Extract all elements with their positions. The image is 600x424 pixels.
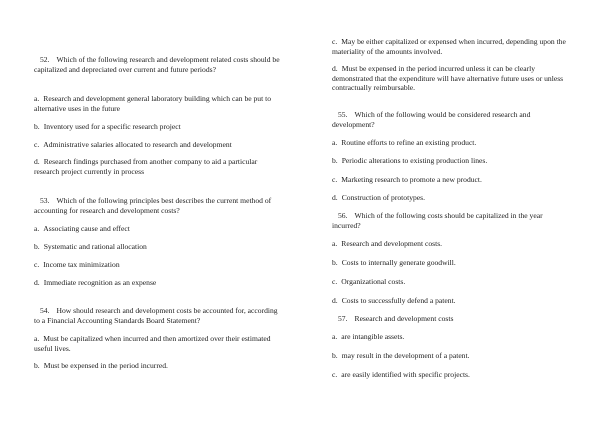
question-text: How should research and development costs be accounted for, according to a Financial Accounting Standards Board Statement? [34,306,278,325]
option-text: Construction of prototypes. [341,193,426,202]
option-text: Routine efforts to refine an existing product. [341,138,477,147]
option-52d [34,157,280,176]
option-53c [34,260,280,270]
option-letter: a. [34,224,40,233]
option-text: Immediate recognition as an expense [43,278,157,287]
option-letter: b. [332,258,338,267]
question-number: 55. [338,110,348,119]
option-letter: a. [34,334,40,343]
option-54c [332,37,572,56]
option-53a [34,224,280,234]
question-number: 57. [338,314,348,323]
option-text: Systematic and rational allocation [43,242,147,251]
option-56c [332,277,572,287]
option-text: Research and development costs. [341,239,443,248]
option-52a [34,94,280,113]
question-text: Which of the following research and development related costs should be capitalized and depreciated over current and future periods? [34,55,280,74]
option-text: May be either capitalized or expensed when incurred, depending upon the materiality of the amounts involved. [332,37,566,56]
option-text: may result in the development of a patent. [341,351,470,360]
option-letter: c. [332,175,338,184]
question-55 [332,110,572,129]
option-letter: c. [34,260,40,269]
option-text: Costs to internally generate goodwill. [341,258,456,267]
option-53d [34,278,280,288]
option-letter: a. [332,138,338,147]
question-number: 56. [338,211,348,220]
option-letter: c. [332,37,338,46]
option-letter: b. [34,361,40,370]
option-letter: d. [34,278,40,287]
question-text: Which of the following would be considered research and development? [332,110,531,129]
option-letter: d. [332,64,338,73]
option-text: are intangible assets. [341,332,405,341]
option-letter: c. [332,370,338,379]
option-54b [34,361,280,371]
option-letter: b. [332,351,338,360]
option-text: are easily identified with specific projects. [341,370,470,379]
question-number: 54. [40,306,50,315]
question-number: 53. [40,196,50,205]
option-56a [332,239,572,249]
question-text: Which of the following costs should be capitalized in the year incurred? [332,211,543,230]
option-text: Must be expensed in the period incurred unless it can be clearly demonstrated that the expenditure will have alternative future uses or unless contractually reimbursable. [332,64,564,93]
option-53b [34,242,280,252]
option-letter: d. [332,296,338,305]
question-text: Research and development costs [354,314,454,323]
option-letter: b. [34,242,40,251]
option-text: Must be expensed in the period incurred. [43,361,168,370]
option-55c [332,175,572,185]
option-text: Marketing research to promote a new product. [341,175,482,184]
option-text: Research findings purchased from another company to aid a particular research project currently in process [34,157,258,176]
option-text: Research and development general laboratory building which can be put to alternative uses in the future [34,94,272,113]
option-letter: a. [332,332,338,341]
option-letter: a. [332,239,338,248]
question-53 [34,196,280,215]
option-text: Administrative salaries allocated to research and development [43,140,232,149]
option-55d [332,193,572,203]
question-54 [34,306,280,325]
option-57b [332,351,572,361]
option-text: Periodic alterations to existing production lines. [341,156,488,165]
option-57c [332,370,572,380]
option-text: Income tax minimization [43,260,120,269]
option-letter: b. [332,156,338,165]
question-number: 52. [40,55,50,64]
question-text: Which of the following principles best describes the current method of accounting for research and development costs? [34,196,272,215]
option-57a [332,332,572,342]
option-54d [332,64,572,93]
question-57 [332,314,572,324]
option-text: Must be capitalized when incurred and then amortized over their estimated useful lives. [34,334,271,353]
option-letter: c. [332,277,338,286]
option-56b [332,258,572,268]
option-52c [34,140,280,150]
option-text: Costs to successfully defend a patent. [341,296,456,305]
option-text: Inventory used for a specific research project [43,122,181,131]
option-text: Associating cause and effect [43,224,130,233]
question-56 [332,211,572,230]
option-letter: d. [332,193,338,202]
option-letter: c. [34,140,40,149]
option-letter: a. [34,94,40,103]
option-52b [34,122,280,132]
option-text: Organizational costs. [341,277,406,286]
option-56d [332,296,572,306]
question-52 [34,55,280,74]
option-55a [332,138,572,148]
option-letter: b. [34,122,40,131]
option-letter: d. [34,157,40,166]
option-55b [332,156,572,166]
option-54a [34,334,280,353]
